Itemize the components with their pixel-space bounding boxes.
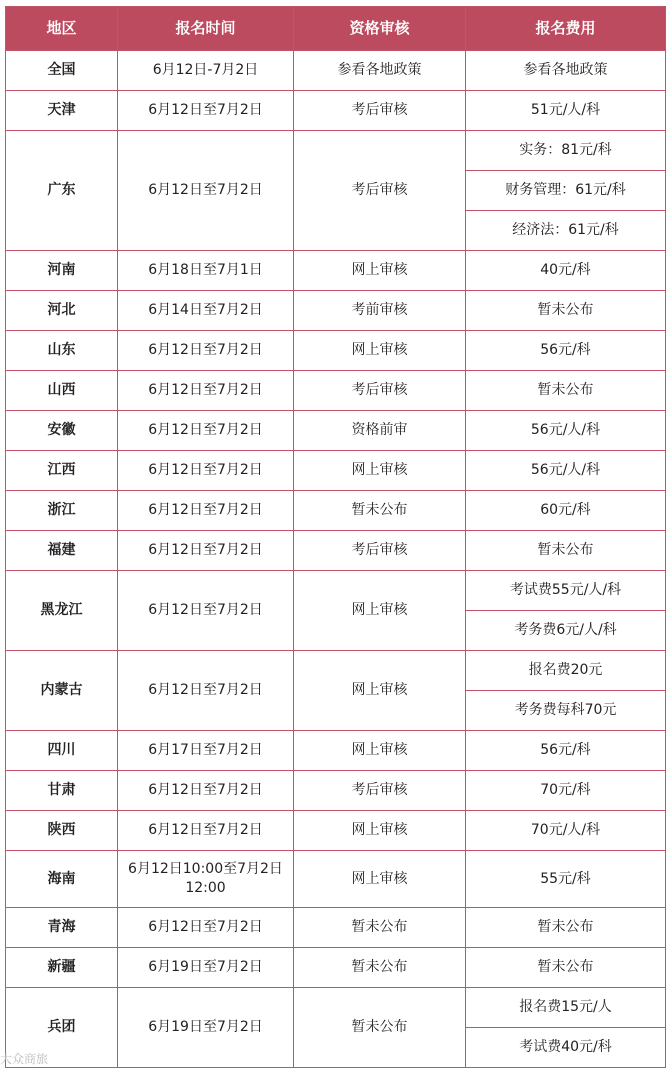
region-cell: 内蒙古 xyxy=(6,651,118,731)
table-body xyxy=(6,51,666,1068)
time-cell: 6月14日至7月2日 xyxy=(118,291,294,331)
review-cell: 资格前审 xyxy=(294,411,466,451)
fee-cell: 70元/人/科 xyxy=(466,811,666,851)
time-cell: 6月19日至7月2日 xyxy=(118,988,294,1068)
header-time: 报名时间 xyxy=(118,7,294,51)
table-row xyxy=(6,908,666,948)
table-row xyxy=(6,988,666,1028)
table-row xyxy=(6,531,666,571)
fee-cell: 55元/科 xyxy=(466,851,666,908)
time-cell: 6月19日至7月2日 xyxy=(118,948,294,988)
region-cell: 甘肃 xyxy=(6,771,118,811)
region-cell: 浙江 xyxy=(6,491,118,531)
review-cell: 考后审核 xyxy=(294,771,466,811)
registration-table xyxy=(5,6,666,1068)
review-cell: 网上审核 xyxy=(294,331,466,371)
region-cell: 四川 xyxy=(6,731,118,771)
review-cell: 网上审核 xyxy=(294,851,466,908)
fee-cell: 56元/科 xyxy=(466,331,666,371)
fee-cell: 报名费15元/人 xyxy=(466,988,666,1028)
region-cell: 天津 xyxy=(6,91,118,131)
fee-cell: 报名费20元 xyxy=(466,651,666,691)
region-cell: 福建 xyxy=(6,531,118,571)
time-cell: 6月12日至7月2日 xyxy=(118,91,294,131)
time-cell: 6月12日至7月2日 xyxy=(118,331,294,371)
time-cell: 6月12日至7月2日 xyxy=(118,908,294,948)
review-cell: 网上审核 xyxy=(294,731,466,771)
review-cell: 网上审核 xyxy=(294,571,466,651)
fee-cell: 参看各地政策 xyxy=(466,51,666,91)
time-cell: 6月17日至7月2日 xyxy=(118,731,294,771)
region-cell: 山西 xyxy=(6,371,118,411)
time-cell: 6月18日至7月1日 xyxy=(118,251,294,291)
region-cell: 河北 xyxy=(6,291,118,331)
fee-cell: 70元/科 xyxy=(466,771,666,811)
time-cell: 6月12日至7月2日 xyxy=(118,451,294,491)
time-cell: 6月12日至7月2日 xyxy=(118,131,294,251)
review-cell: 暂未公布 xyxy=(294,988,466,1068)
table-row xyxy=(6,851,666,908)
review-cell: 考后审核 xyxy=(294,131,466,251)
region-cell: 兵团 xyxy=(6,988,118,1068)
review-cell: 网上审核 xyxy=(294,651,466,731)
fee-cell: 考务费6元/人/科 xyxy=(466,611,666,651)
review-cell: 网上审核 xyxy=(294,811,466,851)
review-cell: 暂未公布 xyxy=(294,908,466,948)
fee-cell: 实务：81元/科 xyxy=(466,131,666,171)
region-cell: 海南 xyxy=(6,851,118,908)
time-cell: 6月12日至7月2日 xyxy=(118,411,294,451)
fee-cell: 考试费55元/人/科 xyxy=(466,571,666,611)
time-cell: 6月12日-7月2日 xyxy=(118,51,294,91)
time-cell: 6月12日至7月2日 xyxy=(118,491,294,531)
table-row xyxy=(6,731,666,771)
fee-cell: 考务费每科70元 xyxy=(466,691,666,731)
fee-cell: 经济法：61元/科 xyxy=(466,211,666,251)
time-cell: 6月12日至7月2日 xyxy=(118,771,294,811)
region-cell: 新疆 xyxy=(6,948,118,988)
table-row xyxy=(6,51,666,91)
fee-cell: 财务管理：61元/科 xyxy=(466,171,666,211)
region-cell: 江西 xyxy=(6,451,118,491)
fee-cell: 51元/人/科 xyxy=(466,91,666,131)
table-row xyxy=(6,451,666,491)
fee-cell: 56元/人/科 xyxy=(466,411,666,451)
header-fee: 报名费用 xyxy=(466,7,666,51)
fee-cell: 60元/科 xyxy=(466,491,666,531)
review-cell: 考前审核 xyxy=(294,291,466,331)
header-review: 资格审核 xyxy=(294,7,466,51)
fee-cell: 40元/科 xyxy=(466,251,666,291)
region-cell: 河南 xyxy=(6,251,118,291)
watermark-text: 大众商旅 xyxy=(0,1052,49,1066)
region-cell: 广东 xyxy=(6,131,118,251)
fee-cell: 暂未公布 xyxy=(466,908,666,948)
time-cell: 6月12日10:00至7月2日12:00 xyxy=(118,851,294,908)
review-cell: 考后审核 xyxy=(294,371,466,411)
fee-cell: 56元/人/科 xyxy=(466,451,666,491)
region-cell: 青海 xyxy=(6,908,118,948)
time-cell: 6月12日至7月2日 xyxy=(118,811,294,851)
region-cell: 全国 xyxy=(6,51,118,91)
region-cell: 山东 xyxy=(6,331,118,371)
table-row xyxy=(6,331,666,371)
region-cell: 黑龙江 xyxy=(6,571,118,651)
time-cell: 6月12日至7月2日 xyxy=(118,531,294,571)
table-row xyxy=(6,291,666,331)
table-row xyxy=(6,131,666,171)
table-row xyxy=(6,91,666,131)
review-cell: 考后审核 xyxy=(294,531,466,571)
review-cell: 暂未公布 xyxy=(294,948,466,988)
review-cell: 网上审核 xyxy=(294,251,466,291)
review-cell: 考后审核 xyxy=(294,91,466,131)
table-row xyxy=(6,251,666,291)
fee-cell: 暂未公布 xyxy=(466,948,666,988)
table-row xyxy=(6,411,666,451)
table-row xyxy=(6,948,666,988)
time-cell: 6月12日至7月2日 xyxy=(118,651,294,731)
time-cell: 6月12日至7月2日 xyxy=(118,571,294,651)
table-row xyxy=(6,371,666,411)
review-cell: 网上审核 xyxy=(294,451,466,491)
fee-cell: 暂未公布 xyxy=(466,371,666,411)
time-cell: 6月12日至7月2日 xyxy=(118,371,294,411)
table-row xyxy=(6,771,666,811)
table-row xyxy=(6,651,666,691)
region-cell: 安徽 xyxy=(6,411,118,451)
fee-cell: 56元/科 xyxy=(466,731,666,771)
fee-cell: 考试费40元/科 xyxy=(466,1028,666,1068)
header-region: 地区 xyxy=(6,7,118,51)
table-row xyxy=(6,571,666,611)
fee-cell: 暂未公布 xyxy=(466,291,666,331)
region-cell: 陕西 xyxy=(6,811,118,851)
table-row xyxy=(6,811,666,851)
fee-cell: 暂未公布 xyxy=(466,531,666,571)
review-cell: 参看各地政策 xyxy=(294,51,466,91)
table-row xyxy=(6,491,666,531)
header-row xyxy=(6,7,666,51)
review-cell: 暂未公布 xyxy=(294,491,466,531)
